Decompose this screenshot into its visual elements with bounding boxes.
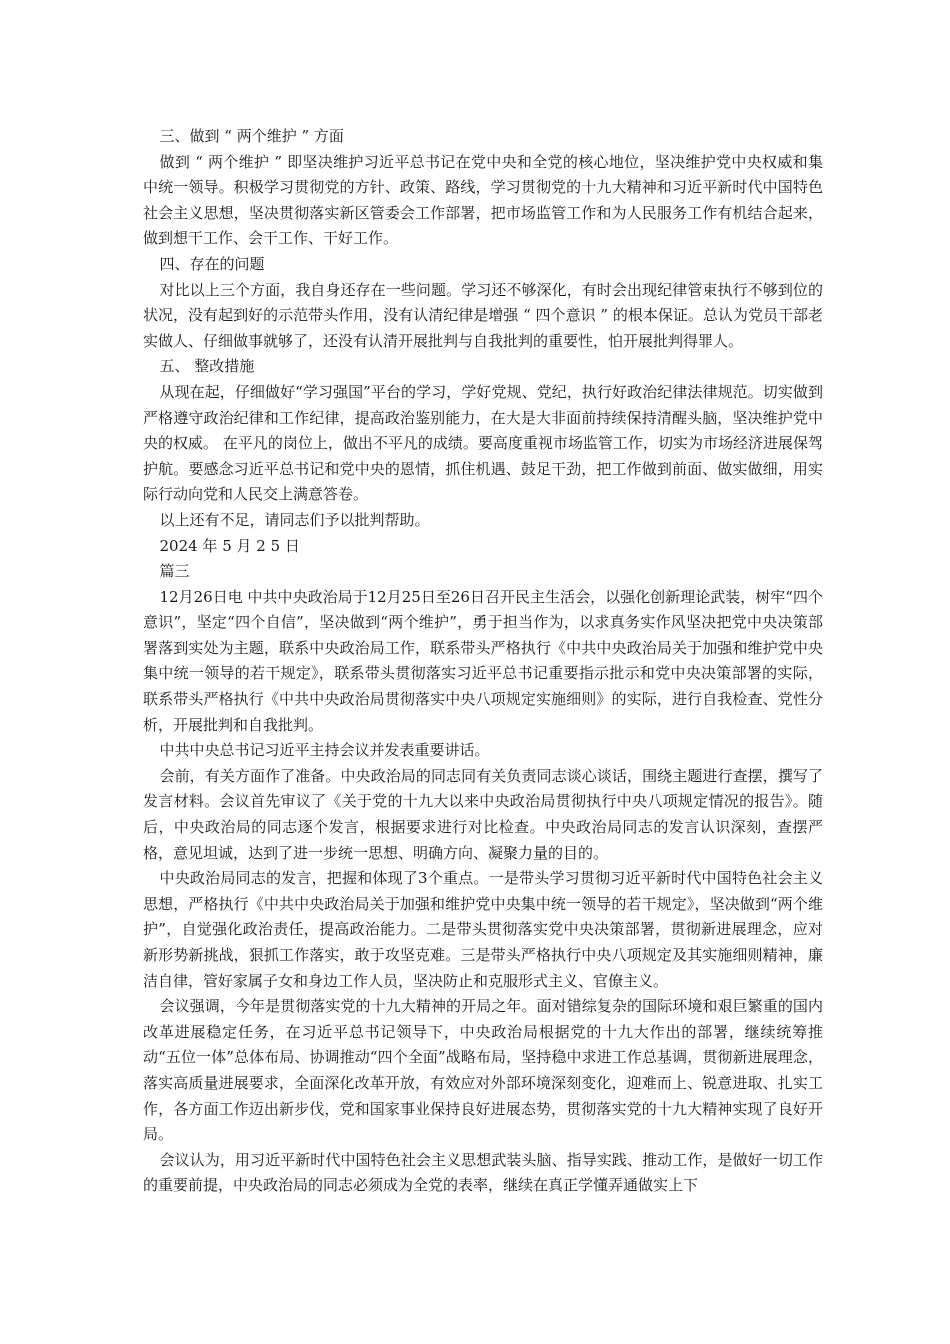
section-heading: 三、做到 “ 两个维护 ” 方面 (159, 127, 344, 145)
section-heading: 四、存在的问题 (159, 254, 265, 273)
paragraph: 中央政治局同志的发言，把握和体现了3个重点。一是带头学习贯彻习近平新时代中国特色社会主义思想，严格执行《中共中央政治局关于加强和维护党中央集中统一领导的若干规定》，坚决做到“两个维护”，自觉强化政治责任，提高政治能力。二是带头贯彻落实党中央决策部署，贯彻新进展理念，应对新形势新挑战，狠抓工作落实，敢于攻坚克难。三是带头严格执行中央八项规定及其实施细则精神，廉洁自律，管好家属子女和身边工作人员，坚决防止和克服形式主义、官僚主义。 (143, 869, 823, 990)
paragraph: 从现在起，仔细做好“学习强国”平台的学习，学好党规、党纪，执行好政治纪律法律规范。切实做到严格遵守政治纪律和工作纪律，提高政治鉴别能力，在大是大非面前持续保持清醒头脑，坚决维护党中央的权威。 在平凡的岗位上，做出不平凡的成绩。要高度重视市场监管工作，切实为市场经济进展保驾护航。要感念习近平总书记和党中央的恩情，抓住机遇、鼓足干劲，把工作做到前面、做实做细，用实际行动向党和人民交上满意答卷。 (143, 382, 823, 504)
paragraph: 对比以上三个方面，我自身还存在一些问题。学习还不够深化，有时会出现纪律管束执行不够到位的状况，没有起到好的示范带头作用，没有认清纪律是增强 “ 四个意识 ” 的根本保证。总认为党员干部老实做人、仔细做事就够了，还没有认清开展批判与自我批判的重要性，怕开展批判得罪人。 (143, 280, 823, 350)
paragraph: 12月26日电 中共中央政治局于12月25日至26日召开民主生活会，以强化创新理论武装，树牢“四个意识”，坚定“四个自信”，坚决做到“两个维护”，勇于担当作为，以求真务实作风坚决把党中央决策部署落到实处为主题，联系中央政治局工作，联系带头严格执行《中共中央政治局关于加强和维护党中央集中统一领导的若干规定》，联系带头贯彻落实习近平总书记重要指示批示和党中央决策部署的实际，联系带头严格执行《中共中央政治局贯彻落实中央八项规定实施细则》的实际，进行自我检查、党性分析，开展批判和自我批判。 (143, 587, 823, 734)
paragraph: 篇三 (159, 562, 190, 581)
paragraph: 中共中央总书记习近平主持会议并发表重要讲话。 (159, 741, 490, 760)
paragraph: 会议强调，今年是贯彻落实党的十九大精神的开局之年。面对错综复杂的国际环境和艰巨繁重的国内改革进展稳定任务，在习近平总书记领导下，中央政治局根据党的十九大作出的部署，继续统筹推动“五位一体”总体布局、协调推动“四个全面”战略布局，坚持稳中求进工作总基调，贯彻新进展理念，落实高质量进展要求，全面深化改革开放，有效应对外部环境深刻变化，迎难而上、锐意进取、扎实工作，各方面工作迈出新步伐，党和国家事业保持良好进展态势，贯彻落实党的十九大精神实现了良好开局。 (143, 997, 823, 1144)
paragraph: 2024 年 5 月 2 5 日 (159, 536, 300, 555)
paragraph: 会议认为，用习近平新时代中国特色社会主义思想武装头脑、指导实践、推动工作，是做好一切工作的重要前提，中央政治局的同志必须成为全党的表率，继续在真正学懂弄通做实上下 (143, 1150, 823, 1195)
document-body (143, 124, 823, 1199)
paragraph: 以上还有不足，请同志们予以批判帮助。 (159, 510, 430, 529)
paragraph: 做到 “ 两个维护 ” 即坚决维护习近平总书记在党中央和全党的核心地位，坚决维护党中央权威和集中统一领导。积极学习贯彻党的方针、政策、路线，学习贯彻党的十九大精神和习近平新时代中国特色社会主义思想，坚决贯彻落实新区管委会工作部署，把市场监管工作和为人民服务工作有机结合起来，做到想干工作、会干工作、干好工作。 (143, 152, 823, 248)
paragraph: 会前，有关方面作了准备。中央政治局的同志同有关负责同志谈心谈话，围绕主题进行查摆，撰写了发言材料。会议首先审议了《关于党的十九大以来中央政治局贯彻执行中央八项规定情况的报告》。随后，中央政治局的同志逐个发言，根据要求进行对比检查。中央政治局同志的发言认识深刻，查摆严格，意见坦诚，达到了进一步统一思想、明确方向、凝聚力量的目的。 (143, 766, 823, 862)
section-heading: 五、 整改措施 (159, 357, 255, 376)
